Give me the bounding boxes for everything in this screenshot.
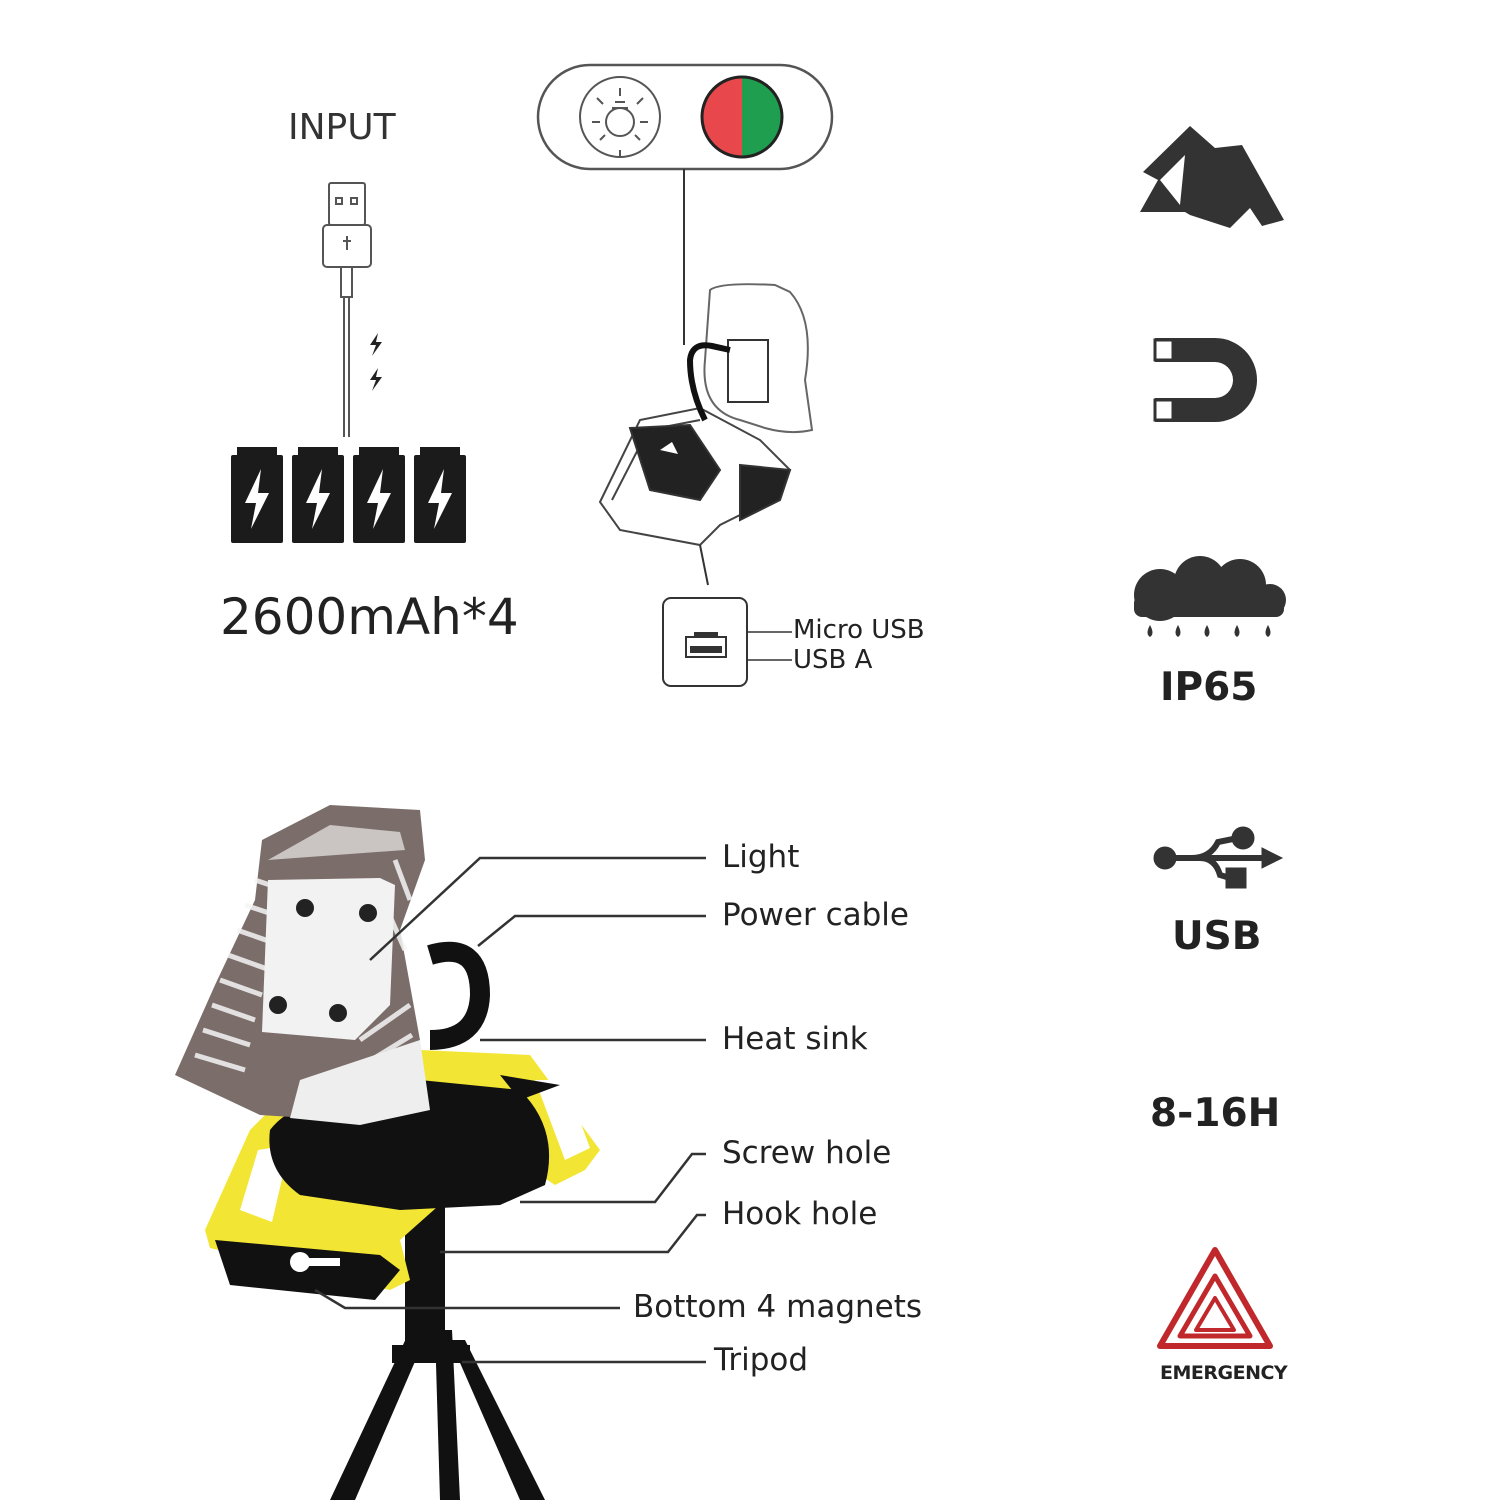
lightning-icon [370, 333, 382, 391]
rain-cloud-icon [1134, 556, 1286, 637]
usb-badge: USB [1172, 914, 1262, 959]
usb-symbol-icon [1154, 827, 1282, 888]
usb-port-icon [663, 598, 792, 686]
emergency-label: EMERGENCY [1160, 1362, 1288, 1384]
callout-bottom-magnets: Bottom 4 magnets [633, 1289, 923, 1325]
tent-icon [1140, 126, 1284, 228]
red-green-icon [702, 77, 782, 157]
warning-triangle-icon [1160, 1250, 1270, 1346]
battery-row [231, 447, 466, 543]
callout-hook-hole: Hook hole [722, 1196, 878, 1232]
battery-icon [353, 447, 405, 543]
ip65-badge: IP65 [1160, 665, 1258, 710]
micro-usb-label: Micro USB [793, 615, 925, 645]
usb-a-label: USB A [793, 645, 873, 675]
lamp-photo [175, 805, 600, 1500]
runtime-badge: 8-16H [1150, 1091, 1281, 1136]
callout-screw-hole: Screw hole [722, 1135, 892, 1171]
usb-plug-icon [323, 183, 371, 437]
magnet-icon [1155, 338, 1257, 422]
lamp-sketch [600, 284, 812, 585]
battery-icon [292, 447, 344, 543]
battery-capacity: 2600mAh*4 [220, 588, 519, 646]
input-label: INPUT [288, 107, 396, 148]
battery-icon [414, 447, 466, 543]
callout-power-cable: Power cable [722, 897, 909, 933]
callout-tripod: Tripod [714, 1342, 809, 1378]
callout-light: Light [722, 839, 800, 875]
mode-panel [538, 65, 832, 169]
battery-icon [231, 447, 283, 543]
callout-heat-sink: Heat sink [722, 1021, 868, 1057]
